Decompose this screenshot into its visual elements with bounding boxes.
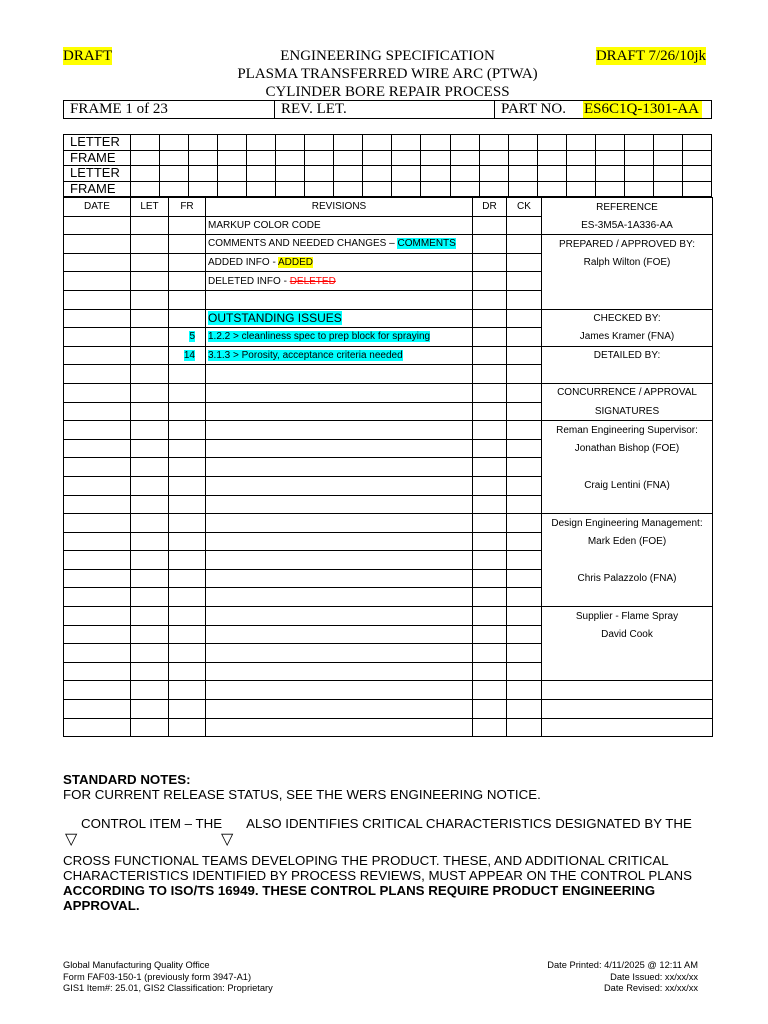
letter-frame-cell xyxy=(305,135,334,151)
concurrence-label: CONCURRENCE / APPROVAL xyxy=(542,383,713,402)
letter-frame-cell xyxy=(363,166,392,182)
letter-frame-cell xyxy=(566,135,595,151)
letter-frame-cell xyxy=(537,135,566,151)
letter-frame-cell xyxy=(305,166,334,182)
supplier-label: Supplier - Flame Spray xyxy=(542,607,713,626)
letter-frame-cell xyxy=(595,150,624,166)
notes-release-status: FOR CURRENT RELEASE STATUS, SEE THE WERS ENGINEERING NOTICE. xyxy=(63,787,541,802)
letter-frame-cell xyxy=(218,150,247,166)
revision-table xyxy=(63,197,713,737)
letter-frame-cell xyxy=(508,135,537,151)
footer-date-revised: Date Revised: xx/xx/xx xyxy=(603,983,698,993)
letter-frame-cell xyxy=(450,135,479,151)
letter-frame-cell xyxy=(624,135,653,151)
footer-right xyxy=(547,960,698,995)
letter-frame-cell xyxy=(682,166,711,182)
letter-frame-row xyxy=(64,150,712,166)
comments-tag: COMMENTS xyxy=(397,238,456,250)
letter-frame-cell xyxy=(653,181,682,197)
standard-notes xyxy=(63,772,723,913)
letter-frame-cell xyxy=(479,181,508,197)
spec-subtitle: PLASMA TRANSFERRED WIRE ARC (PTWA) xyxy=(237,66,538,82)
letter-frame-cell xyxy=(276,181,305,197)
letter-frame-cell xyxy=(479,150,508,166)
col-fr-header: FR xyxy=(169,198,206,217)
letter-frame-cell xyxy=(450,166,479,182)
col-let-header: LET xyxy=(131,198,169,217)
checked-label: CHECKED BY: xyxy=(542,309,713,328)
notes-line-4: CHARACTERISTICS IDENTIFIED BY PROCESS REVIEWS, MUST APPEAR ON THE CONTROL PLANS xyxy=(63,868,693,883)
letter-frame-cell xyxy=(421,135,450,151)
letter-frame-cell xyxy=(189,150,218,166)
letter-frame-cell xyxy=(450,150,479,166)
footer-form: Form FAF03-150-1 (previously form 3947-A1) xyxy=(63,971,252,982)
letter-frame-cell xyxy=(537,150,566,166)
spec-title: ENGINEERING SPECIFICATION xyxy=(280,48,495,64)
letter-frame-cell xyxy=(421,166,450,182)
added-tag: ADDED xyxy=(278,257,314,269)
prepared-name: Ralph Wilton (FOE) xyxy=(542,253,713,272)
letter-frame-label: LETTER xyxy=(64,135,131,151)
letter-frame-cell xyxy=(247,166,276,182)
letter-frame-cell xyxy=(305,181,334,197)
letter-frame-cell xyxy=(363,135,392,151)
supplier-name: David Cook xyxy=(542,625,713,644)
design-name-2: Chris Palazzolo (FNA) xyxy=(542,569,713,588)
letter-frame-cell xyxy=(131,150,160,166)
deleted-tag: DELETED xyxy=(289,275,336,287)
letter-frame-cell xyxy=(624,181,653,197)
letter-frame-cell xyxy=(189,181,218,197)
design-name-1: Mark Eden (FOE) xyxy=(542,532,713,551)
letter-frame-cell xyxy=(479,135,508,151)
col-dr-header: DR xyxy=(473,198,507,217)
reman-name-1: Jonathan Bishop (FOE) xyxy=(542,439,713,458)
frame-count: FRAME 1 of 23 xyxy=(70,101,168,117)
letter-frame-cell xyxy=(218,181,247,197)
letter-frame-cell xyxy=(595,181,624,197)
reman-label: Reman Engineering Supervisor: xyxy=(542,421,713,440)
letter-frame-cell xyxy=(131,166,160,182)
letter-frame-cell xyxy=(566,150,595,166)
letter-frame-cell xyxy=(508,181,537,197)
letter-frame-cell xyxy=(479,166,508,182)
markup-color-code: MARKUP COLOR CODE xyxy=(206,216,473,235)
letter-frame-label: FRAME xyxy=(64,150,131,166)
letter-frame-cell xyxy=(334,166,363,182)
letter-frame-cell xyxy=(450,181,479,197)
letter-frame-cell xyxy=(537,166,566,182)
letter-frame-cell xyxy=(189,135,218,151)
letter-frame-cell xyxy=(160,181,189,197)
part-no-label: PART NO. xyxy=(501,101,566,117)
prepared-label: PREPARED / APPROVED BY: xyxy=(542,235,713,254)
letter-frame-cell xyxy=(218,166,247,182)
letter-frame-cell xyxy=(276,135,305,151)
letter-frame-cell xyxy=(334,135,363,151)
letter-frame-cell xyxy=(508,150,537,166)
issue-item: 3.1.3 > Porosity, acceptance criteria needed xyxy=(206,346,473,365)
footer-date-issued: Date Issued: xx/xx/xx xyxy=(610,971,698,982)
letter-frame-cell xyxy=(160,135,189,151)
letter-frame-cell xyxy=(276,150,305,166)
letter-frame-row xyxy=(64,135,712,151)
letter-frame-cell xyxy=(392,166,421,182)
letter-frame-cell xyxy=(566,181,595,197)
issue-item: 1.2.2 > cleanliness spec to prep block for spraying xyxy=(206,328,473,347)
col-revisions-header: REVISIONS xyxy=(206,198,473,217)
letter-frame-cell xyxy=(421,150,450,166)
control-item-triangle-icon: ▽ xyxy=(65,831,78,848)
notes-control-item: CONTROL ITEM – THE ALSO IDENTIFIES CRITICAL CHARACTERISTICS DESIGNATED BY THE xyxy=(81,816,692,831)
part-number: ES6C1Q-1301-AA xyxy=(583,101,702,118)
deleted-legend: DELETED INFO - DELETED xyxy=(206,272,473,291)
checked-name: James Kramer (FNA) xyxy=(542,328,713,347)
spec-process: CYLINDER BORE REPAIR PROCESS xyxy=(265,84,510,100)
letter-frame-cell xyxy=(363,150,392,166)
signatures-label: SIGNATURES xyxy=(542,402,713,421)
letter-frame-cell xyxy=(392,150,421,166)
col-ck-header: CK xyxy=(507,198,542,217)
letter-frame-cell xyxy=(508,166,537,182)
letter-frame-row xyxy=(64,181,712,197)
letter-frame-label: LETTER xyxy=(64,166,131,182)
letter-frame-cell xyxy=(624,166,653,182)
rev-let-label: REV. LET. xyxy=(281,101,347,117)
letter-frame-cell xyxy=(595,166,624,182)
letter-frame-cell xyxy=(160,150,189,166)
control-item-triangle-icon: ▽ xyxy=(221,831,234,848)
letter-frame-cell xyxy=(537,181,566,197)
letter-frame-cell xyxy=(218,135,247,151)
frame-row xyxy=(63,100,712,119)
letter-frame-cell xyxy=(682,181,711,197)
letter-frame-cell xyxy=(189,166,218,182)
footer-date-printed: Date Printed: 4/11/2025 @ 12:11 AM xyxy=(547,960,698,970)
letter-frame-cell xyxy=(392,181,421,197)
letter-frame-cell xyxy=(653,135,682,151)
footer-office: Global Manufacturing Quality Office xyxy=(63,960,210,970)
letter-frame-cell xyxy=(247,135,276,151)
letter-frame-cell xyxy=(247,181,276,197)
letter-frame-cell xyxy=(305,150,334,166)
letter-frame-cell xyxy=(131,181,160,197)
letter-frame-cell xyxy=(421,181,450,197)
letter-frame-row xyxy=(64,166,712,182)
letter-frame-cell xyxy=(363,181,392,197)
letter-frame-cell xyxy=(131,135,160,151)
letter-frame-cell xyxy=(682,150,711,166)
draft-label-right: DRAFT 7/26/10jk xyxy=(595,48,706,64)
letter-frame-cell xyxy=(392,135,421,151)
letter-frame-cell xyxy=(247,150,276,166)
letter-frame-cell xyxy=(653,166,682,182)
reference-number: ES-3M5A-1A336-AA xyxy=(542,216,713,235)
notes-heading: STANDARD NOTES: xyxy=(63,772,191,787)
added-legend: ADDED INFO - ADDED xyxy=(206,253,473,272)
outstanding-issues-heading: OUTSTANDING ISSUES xyxy=(206,309,473,328)
reman-name-2: Craig Lentini (FNA) xyxy=(542,476,713,495)
col-reference-header: REFERENCE xyxy=(542,198,713,217)
letter-frame-grid xyxy=(63,134,712,197)
issue-frame: 5 xyxy=(169,328,206,347)
notes-line-5: ACCORDING TO ISO/TS 16949. THESE CONTROL PLANS REQUIRE PRODUCT ENGINEERING APPROVAL. xyxy=(63,883,656,913)
letter-frame-cell xyxy=(653,150,682,166)
issue-frame: 14 xyxy=(169,346,206,365)
letter-frame-cell xyxy=(334,150,363,166)
letter-frame-cell xyxy=(160,166,189,182)
letter-frame-cell xyxy=(595,135,624,151)
document-header xyxy=(63,47,712,101)
design-label: Design Engineering Management: xyxy=(542,514,713,533)
comments-legend: COMMENTS AND NEEDED CHANGES – COMMENTS xyxy=(206,235,473,254)
letter-frame-cell xyxy=(276,166,305,182)
footer-gis: GIS1 Item#: 25.01, GIS2 Classification: Proprietary xyxy=(63,983,273,993)
letter-frame-cell xyxy=(334,181,363,197)
detailed-label: DETAILED BY: xyxy=(542,346,713,365)
draft-label-left: DRAFT xyxy=(63,48,113,64)
letter-frame-cell xyxy=(566,166,595,182)
letter-frame-label: FRAME xyxy=(64,181,131,197)
col-date-header: DATE xyxy=(64,198,131,217)
notes-line-3: CROSS FUNCTIONAL TEAMS DEVELOPING THE PRODUCT. THESE, AND ADDITIONAL CRITICAL xyxy=(63,853,669,868)
letter-frame-cell xyxy=(624,150,653,166)
letter-frame-cell xyxy=(682,135,711,151)
footer-left xyxy=(63,960,273,995)
